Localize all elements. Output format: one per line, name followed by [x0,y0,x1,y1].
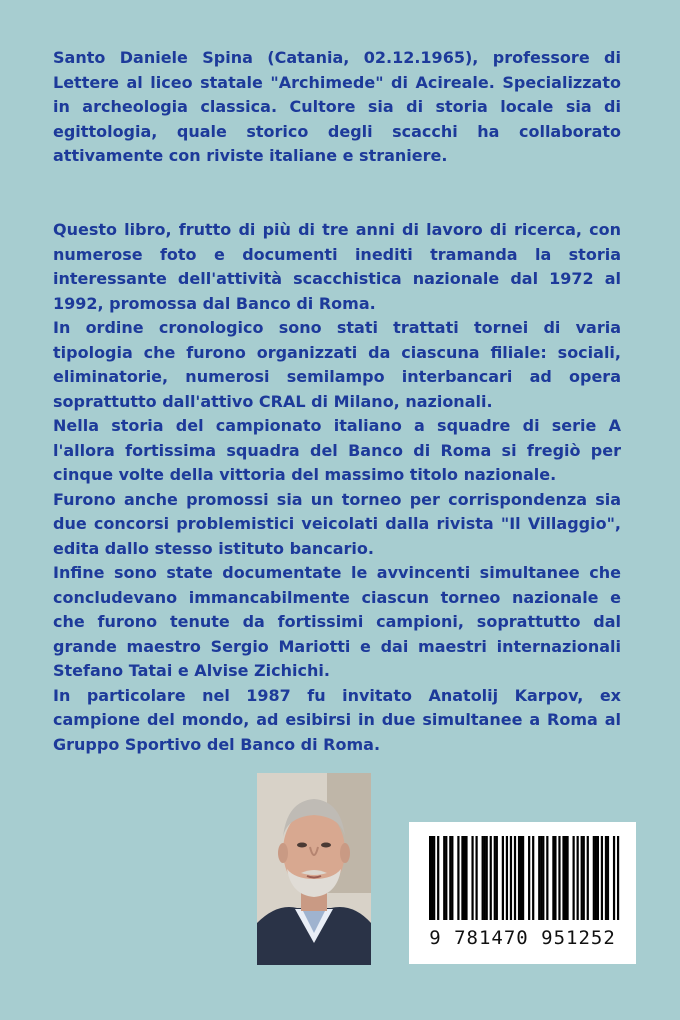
author-portrait-illustration [257,773,371,965]
barcode-bar [494,836,496,920]
description-paragraph: Questo libro, frutto di più di tre anni di lavoro di ricerca, con numerose foto e documenti inediti tramanda la storia interessante dell'attività scacchistica nazionale dal 1972 al 1992, promossa dal Banco di Roma. [53,220,621,313]
barcode-bar [502,836,504,920]
barcode-bar [587,836,589,920]
barcode-bar [577,836,579,920]
barcode-bar [583,836,585,920]
barcode-bar [443,836,445,920]
barcode-bar [484,836,486,920]
barcode-bar [451,836,453,920]
barcode-bar [595,836,597,920]
barcode-bar [597,836,599,920]
barcode-bar [617,836,619,920]
description-paragraph: In particolare nel 1987 fu invitato Anatolij Karpov, ex campione del mondo, ad esibirsi in due simultanee a Roma al Gruppo Sportivo del Banco di Roma. [53,685,621,754]
barcode-bar [465,836,467,920]
barcode-bar [605,836,607,920]
barcode-bar [573,836,575,920]
description-paragraph: In ordine cronologico sono stati trattati tornei di varia tipologia che furono organizzati da ciascuna filiale: sociali, eliminatorie, numerosi semilampo interbancari ad opera soprattutto dall'attivo CRAL di Milano, nazionali. [53,318,621,411]
barcode-bar [461,836,463,920]
barcode-bar [433,836,435,920]
barcode-bar [532,836,534,920]
barcode-bar [457,836,459,920]
barcode-bar [475,836,477,920]
description-paragraph: Infine sono state documentate le avvincenti simultanee che concludevano immancabilmente ciascun torneo nazionale e che furono tenute da fortissimi campioni, soprattutto dal grande maestro Sergio Mariotti e dai maestri internazionali Stefano Tatai e Alvise Zichichi. [53,563,621,680]
barcode-bar [510,836,512,920]
barcode-bar [538,836,540,920]
barcode-bar [490,836,492,920]
barcode-bar [546,836,548,920]
isbn-barcode [409,822,636,964]
barcode-bar [496,836,498,920]
barcode-bar [445,836,447,920]
barcode-bar [518,836,520,920]
barcode-bar [564,836,566,920]
barcode-bar [449,836,451,920]
barcode-bar [558,836,560,920]
barcode-bar [601,836,603,920]
book-description [53,218,621,757]
description-paragraph: Nella storia del campionato italiano a squadre di serie A l'allora fortissima squadra del Banco di Roma si fregiò per cinque volte della vittoria del massimo titolo nazionale. [53,416,621,484]
barcode-bar [520,836,522,920]
author-photo [257,773,371,965]
barcode-bar [506,836,508,920]
barcode-bar [552,836,554,920]
barcode-bar [431,836,433,920]
barcode-bar [540,836,542,920]
description-paragraph: Furono anche promossi sia un torneo per corrispondenza sia due concorsi problemistici veicolati dalla rivista "Il Villaggio", edita dallo stesso istituto bancario. [53,489,621,558]
barcode-bar [566,836,568,920]
barcode-bar [522,836,524,920]
barcode-bar [482,836,484,920]
barcode-bar [471,836,473,920]
barcode-bar [607,836,609,920]
barcode-bar [429,836,431,920]
barcode-bar [562,836,564,920]
isbn-digits: 9 781470 951252 [429,927,616,949]
barcode-bar [437,836,439,920]
author-bio [53,46,621,169]
barcode-bar [542,836,544,920]
barcode-bar [528,836,530,920]
barcode-bar [613,836,615,920]
barcode-bar [486,836,488,920]
barcode-bar [463,836,465,920]
author-bio-text: Santo Daniele Spina (Catania, 02.12.1965), professore di Lettere al liceo statale "Archimede" di Acireale. Specializzato in archeologia classica. Cultore sia di storia locale sia di egittologia, quale storico degli scacchi ha collaborato attivamente con riviste italiane e straniere. [53,48,621,165]
barcode-bar [593,836,595,920]
barcode-bar [581,836,583,920]
barcode-bar [514,836,516,920]
barcode-bar [554,836,556,920]
